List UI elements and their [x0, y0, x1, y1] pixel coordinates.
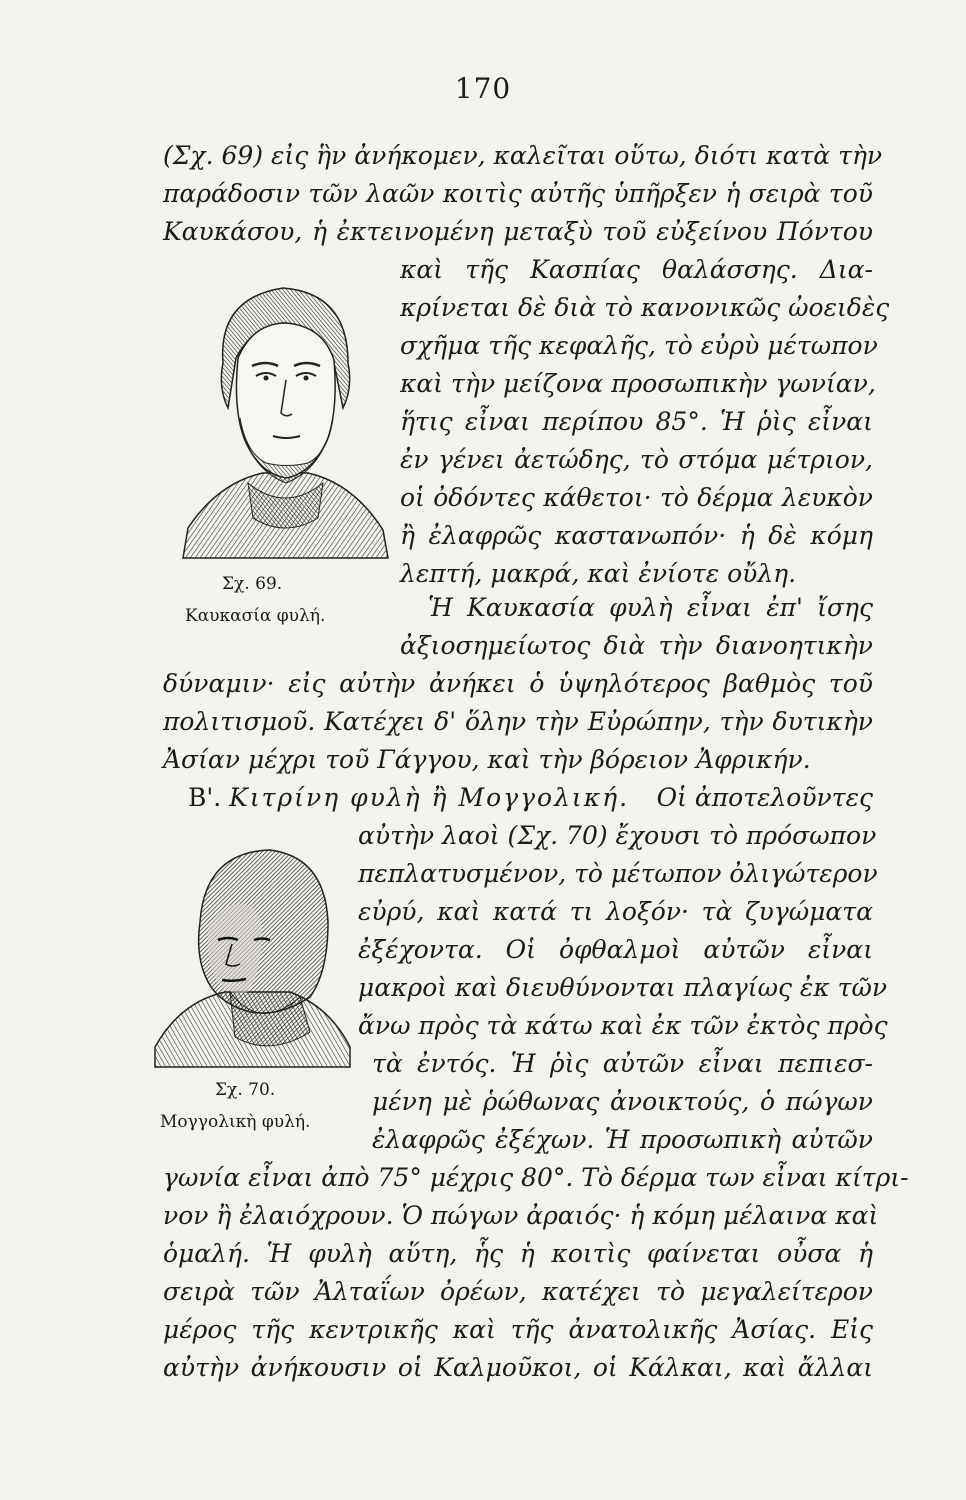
figure-69-number: Σχ. 69.	[222, 574, 283, 594]
figure-70	[150, 832, 355, 1072]
text-line: μένη μὲ ῥώθωνας ἀνοικτούς, ὁ πώγων	[372, 1087, 873, 1116]
text-line: Καυκάσου, ἡ ἐκτεινομένη μεταξὺ τοῦ εὐξείνου Πόντου	[163, 217, 873, 246]
section-title: Κιτρίνη φυλὴ ἢ Μογγολική.	[229, 783, 630, 812]
text-line: ἐξέχοντα. Οἱ ὀφθαλμοὶ αὐτῶν εἶναι	[358, 935, 873, 964]
text-line: παράδοσιν τῶν λαῶν κοιτὶς αὐτῆς ὑπῆρξεν ἡ σειρὰ τοῦ	[163, 179, 873, 208]
text-line: Ἀσίαν μέχρι τοῦ Γάγγου, καὶ τὴν βόρειον Ἀφρικήν.	[163, 745, 811, 774]
section-label: Β'.	[188, 783, 222, 812]
text-line: μέρος τῆς κεντρικῆς καὶ τῆς ἀνατολικῆς Ἀσίας. Εἰς	[163, 1315, 873, 1344]
text-line: ἐλαφρῶς ἐξέχων. Ἡ προσωπικὴ αὐτῶν	[372, 1125, 873, 1154]
text-line: ὁμαλή. Ἡ φυλὴ αὕτη, ἧς ἡ κοιτὶς φαίνεται οὖσα ἡ	[163, 1239, 873, 1268]
text-line: νον ἢ ἐλαιόχρουν. Ὁ πώγων ἀραιός· ἡ κόμη μέλαινα καὶ	[163, 1201, 879, 1230]
figure-70-number: Σχ. 70.	[215, 1080, 276, 1100]
figure-69-caption: Καυκασία φυλή.	[185, 606, 326, 626]
text-line: ἐν γένει ἀετώδης, τὸ στόμα μέτριον,	[400, 445, 873, 474]
mongolian-portrait-engraving	[150, 832, 355, 1072]
text-line: πεπλατυσμένον, τὸ μέτωπον ὀλιγώτερον	[358, 859, 878, 888]
text-line: σειρὰ τῶν Ἀλταΐων ὀρέων, κατέχει τὸ μεγαλείτερον	[163, 1277, 873, 1306]
text-line: ἄνω πρὸς τὰ κάτω καὶ ἐκ τῶν ἐκτὸς πρὸς	[358, 1011, 888, 1040]
text-line: ἥτις εἶναι περίπου 85°. Ἡ ῥὶς εἶναι	[400, 407, 873, 436]
figure-69	[178, 268, 393, 568]
text-line: εὐρύ, καὶ κατά τι λοξόν· τὰ ζυγώματα	[358, 897, 873, 926]
text-line: ἀξιοσημείωτος διὰ τὴν διανοητικὴν	[400, 631, 873, 660]
text-line: κρίνεται δὲ διὰ τὸ κανονικῶς ὠοειδὲς	[400, 293, 890, 322]
caucasian-portrait-engraving	[178, 268, 393, 568]
page-number: 170	[454, 72, 512, 105]
text-line: αὐτὴν λαοὶ (Σχ. 70) ἔχουσι τὸ πρόσωπον	[358, 821, 877, 850]
text-line: (Σχ. 69) εἰς ἣν ἀνήκομεν, καλεῖται οὕτω, διότι κατὰ τὴν	[163, 141, 883, 170]
text-line: δύναμιν· εἰς αὐτὴν ἀνήκει ὁ ὑψηλότερος βαθμὸς τοῦ	[163, 669, 873, 698]
section-heading-line	[188, 782, 873, 814]
text-line: μακροὶ καὶ διευθύνονται πλαγίως ἐκ τῶν	[358, 973, 888, 1002]
section-first-words: Οἱ ἀποτελοῦντες	[656, 783, 873, 812]
text-line: καὶ τὴν μείζονα προσωπικὴν γωνίαν,	[400, 369, 876, 398]
figure-70-caption: Μογγολικὴ φυλή.	[160, 1112, 311, 1132]
text-line: λεπτή, μακρά, καὶ ἐνίοτε οὔλη.	[400, 559, 797, 588]
text-line: τὰ ἐντός. Ἡ ῥὶς αὐτῶν εἶναι πεπιεσ-	[372, 1049, 873, 1078]
text-line: ἢ ἐλαφρῶς καστανωπόν· ἡ δὲ κόμη	[400, 521, 873, 550]
text-line: οἱ ὀδόντες κάθετοι· τὸ δέρμα λευκὸν	[400, 483, 873, 512]
text-line: πολιτισμοῦ. Κατέχει δ' ὅλην τὴν Εὐρώπην, τὴν δυτικὴν	[163, 707, 873, 736]
text-line: γωνία εἶναι ἀπὸ 75° μέχρις 80°. Τὸ δέρμα των εἶναι κίτρι-	[163, 1163, 909, 1192]
text-line: καὶ τῆς Κασπίας θαλάσσης. Δια-	[400, 255, 873, 284]
text-line: Ἡ Καυκασία φυλὴ εἶναι ἐπ' ἴσης	[428, 593, 873, 622]
text-line: σχῆμα τῆς κεφαλῆς, τὸ εὐρὺ μέτωπον	[400, 331, 878, 360]
text-line: αὐτὴν ἀνήκουσιν οἱ Καλμοῦκοι, οἱ Κάλκαι, καὶ ἄλλαι	[163, 1353, 873, 1382]
